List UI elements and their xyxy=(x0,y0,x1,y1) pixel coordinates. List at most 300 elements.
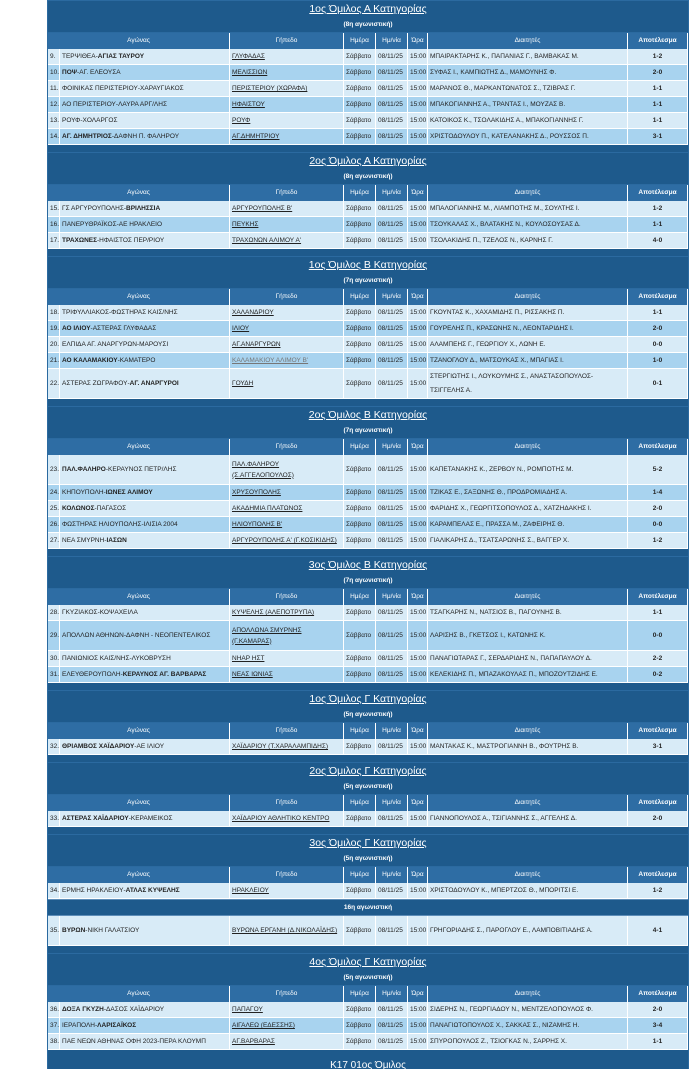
result-cell: 0-0 xyxy=(628,517,688,533)
referees-cell: ΤΖΑΝΟΓΛΟΥ Δ., ΜΑΤΣΟΥΚΑΣ Χ., ΜΠΑΓΙΑΣ Ι. xyxy=(428,353,628,369)
date-cell: 08/11/25 xyxy=(376,883,408,899)
team-separator: - xyxy=(157,1038,160,1045)
referees-cell: ΑΛΑΜΠΕΗΣ Γ., ΓΕΩΡΓΙΟΥ Χ., ΛΩΝΗ Ε. xyxy=(428,337,628,353)
home-team: ΒΥΡΩΝ xyxy=(62,927,86,934)
header-referees: Διαιτητές xyxy=(428,867,628,883)
venue-cell xyxy=(230,1034,344,1050)
result-cell: 0-0 xyxy=(628,621,688,651)
result-cell: 2-0 xyxy=(628,501,688,517)
match-teams xyxy=(60,1018,230,1034)
header-time: Ώρα xyxy=(408,795,428,811)
away-team: ΦΩΣΤΗΡΑΣ ΚΑΙΣ/ΝΗΣ xyxy=(111,309,178,316)
table-row xyxy=(48,621,688,651)
result-cell: 4-0 xyxy=(628,233,688,249)
header-venue: Γήπεδο xyxy=(230,289,344,305)
away-team: ΚΕΡΑΥΝΟΣ ΑΓ. ΒΑΡΒΑΡΑΣ xyxy=(122,671,207,678)
date-cell: 08/11/25 xyxy=(376,517,408,533)
home-team: ΠΑΝΙΩΝΙΟΣ ΚΑΙΣ/ΝΗΣ xyxy=(62,655,130,662)
time-cell: 15:00 xyxy=(408,81,428,97)
header-venue: Γήπεδο xyxy=(230,439,344,455)
day-cell: Σάββατο xyxy=(344,81,376,97)
header-match: Αγώνας xyxy=(48,289,230,305)
away-team: ΚΟΨΑΧΕΙΛΑ xyxy=(99,609,138,616)
venue-cell xyxy=(230,321,344,337)
match-number: 25. xyxy=(48,501,60,517)
header-result: Αποτέλεσμα xyxy=(628,439,688,455)
referees-cell: ΛΑΡΙΣΗΣ Β., ΓΚΕΤΣΟΣ Ι., ΚΑΤΩΝΗΣ Κ. xyxy=(428,621,628,651)
home-team: ΓΣ ΑΡΓΥΡΟΥΠΟΛΗΣ xyxy=(62,205,124,212)
time-cell: 15:00 xyxy=(408,305,428,321)
match-teams xyxy=(60,533,230,549)
time-cell: 15:00 xyxy=(408,651,428,667)
referees-cell: ΤΣΑΓΚΑΡΗΣ Ν., ΝΑΤΣΙΟΣ Β., ΠΑΓΟΥΝΗΣ Β. xyxy=(428,605,628,621)
venue-link[interactable]: ΧΑΪΔΑΡΙΟΥ (Τ.ΧΑΡΑΛΑΜΠΙΔΗΣ) xyxy=(232,743,329,750)
venue-link[interactable]: ΑΚΑΔΗΜΙΑ ΠΛΑΤΩΝΟΣ xyxy=(232,505,303,512)
venue-cell xyxy=(230,49,344,65)
day-cell: Σάββατο xyxy=(344,201,376,217)
section-round: (8η αγωνιστική) xyxy=(48,17,688,33)
team-separator: - xyxy=(97,237,100,244)
match-number: 35. xyxy=(48,916,60,946)
header-time: Ώρα xyxy=(408,867,428,883)
referees-cell: ΜΠΑΛΟΓΙΑΝΝΗΣ Μ., ΛΙΑΜΠΟΤΗΣ Μ., ΣΟΥΛΤΗΣ Ι. xyxy=(428,201,628,217)
venue-link[interactable]: ΧΡΥΣΟΥΠΟΛΗΣ xyxy=(232,489,281,496)
section-gap xyxy=(48,1050,688,1057)
time-cell: 15:00 xyxy=(408,517,428,533)
day-cell: Σάββατο xyxy=(344,651,376,667)
header-result: Αποτέλεσμα xyxy=(628,867,688,883)
away-team: ΠΑΓΑΣΟΣ xyxy=(96,505,127,512)
venue-link[interactable]: ΡΟΥΦ xyxy=(232,117,251,124)
day-cell: Σάββατο xyxy=(344,883,376,899)
venue-link[interactable]: ΗΛΙΟΥΠΟΛΗΣ Β' xyxy=(232,521,283,528)
time-cell: 15:00 xyxy=(408,533,428,549)
match-teams xyxy=(60,605,230,621)
referees-cell: ΠΑΝΑΓΙΩΤΟΠΟΥΛΟΣ Χ., ΣΑΚΚΑΣ Σ., ΝΙΖΑΜΗΣ Η. xyxy=(428,1018,628,1034)
team-separator: - xyxy=(97,609,100,616)
date-cell: 08/11/25 xyxy=(376,321,408,337)
header-day: Ημέρα xyxy=(344,986,376,1002)
match-number: 21. xyxy=(48,353,60,369)
match-teams xyxy=(60,739,230,755)
venue-cell xyxy=(230,337,344,353)
header-match: Αγώνας xyxy=(48,795,230,811)
match-number: 22. xyxy=(48,369,60,399)
result-cell: 4-1 xyxy=(628,916,688,946)
time-cell: 15:00 xyxy=(408,1034,428,1050)
section-gap xyxy=(48,946,688,953)
date-cell: 08/11/25 xyxy=(376,65,408,81)
header-venue: Γήπεδο xyxy=(230,33,344,49)
day-cell: Σάββατο xyxy=(344,113,376,129)
away-team: ΔΑΣΟΣ ΧΑΪΔΑΡΙΟΥ xyxy=(106,1006,165,1013)
table-row xyxy=(48,501,688,517)
day-cell: Σάββατο xyxy=(344,233,376,249)
referees-cell: ΜΠΑΙΡΑΚΤΑΡΗΣ Κ., ΠΑΠΑΝΙΑΣ Γ., ΒΑΜΒΑΚΑΣ Μ. xyxy=(428,49,628,65)
away-team: ΚΑΜΑΤΕΡΟ xyxy=(119,357,156,364)
venue-link[interactable]: ΜΕΛΙΣΣΙΩΝ xyxy=(232,69,268,76)
away-team: ΑΕ ΙΛΙΟΥ xyxy=(136,743,165,750)
referees-cell: ΚΑΠΕΤΑΝΑΚΗΣ Κ., ΖΕΡΒΟΥ Ν., ΡΟΜΠΟΤΗΣ Μ. xyxy=(428,455,628,485)
home-team: ΠΑΛ.ΦΑΛΗΡΟ xyxy=(62,466,106,473)
referees-cell: ΣΥΦΑΣ Ι., ΚΑΜΠΙΩΤΗΣ Δ., ΜΑΜΟΥΝΗΣ Φ. xyxy=(428,65,628,81)
section-title[interactable]: 2ος Όμιλος Β Κατηγορίας xyxy=(48,406,688,423)
match-teams xyxy=(60,883,230,899)
venue-cell xyxy=(230,201,344,217)
header-venue: Γήπεδο xyxy=(230,795,344,811)
away-team: ΑΤΛΑΣ ΚΥΨΕΛΗΣ xyxy=(125,887,180,894)
match-number: 20. xyxy=(48,337,60,353)
home-team: ΑΠΟΛΛΩΝ ΑΘΗΝΩΝ xyxy=(62,632,124,639)
time-cell: 15:00 xyxy=(408,337,428,353)
referees-cell: ΣΠΥΡΟΠΟΥΛΟΣ Ζ., ΤΣΙΟΓΚΑΣ Ν., ΣΑΡΡΗΣ Χ. xyxy=(428,1034,628,1050)
home-team: ΑΣΤΕΡΑΣ ΧΑΪΔΑΡΙΟΥ xyxy=(62,815,129,822)
section-gap xyxy=(48,755,688,762)
referees-cell: ΓΡΗΓΟΡΙΑΔΗΣ Σ., ΠΑΡΟΓΛΟΥ Ε., ΛΑΜΠΟΒΙΤΙΑΔΗΣ Α. xyxy=(428,916,628,946)
section-gap xyxy=(48,683,688,690)
result-cell: 1-2 xyxy=(628,201,688,217)
header-day: Ημέρα xyxy=(344,439,376,455)
away-team: ΙΛΙΣΙΑ 2004 xyxy=(143,521,178,528)
venue-link[interactable]: ΤΡΑΧΩΝΩΝ ΑΛΙΜΟΥ Α' xyxy=(232,237,302,244)
venue-cell xyxy=(230,1018,344,1034)
venue-link[interactable]: ΑΡΓΥΡΟΥΠΟΛΗΣ Α' (Γ.ΚΟΣΙΚΙΔΗΣ) xyxy=(232,537,337,544)
home-team: ΤΡΑΧΩΝΕΣ xyxy=(62,237,97,244)
venue-cell xyxy=(230,811,344,827)
venue-link[interactable]: ΧΑΛΑΝΔΡΙΟΥ xyxy=(232,309,274,316)
result-cell: 1-1 xyxy=(628,1034,688,1050)
referees-cell: ΚΑΡΑΜΠΕΛΑΣ Ε., ΠΡΑΣΣΑ Μ., ΖΑΦΕΙΡΗΣ Θ. xyxy=(428,517,628,533)
match-number: 32. xyxy=(48,739,60,755)
section-round: (5η αγωνιστική) xyxy=(48,851,688,867)
date-cell: 08/11/25 xyxy=(376,201,408,217)
venue-cell xyxy=(230,667,344,683)
venue-link[interactable]: ΧΑΪΔΑΡΙΟΥ ΑΘΛΗΤΙΚΟ ΚΕΝΤΡΟ xyxy=(232,815,330,822)
result-cell: 2-0 xyxy=(628,321,688,337)
match-number: 31. xyxy=(48,667,60,683)
home-team: ΠΟΨ xyxy=(62,69,78,76)
header-venue: Γήπεδο xyxy=(230,723,344,739)
table-row xyxy=(48,667,688,683)
venue-link[interactable]: ΑΓ.ΔΗΜΗΤΡΙΟΥ xyxy=(232,133,280,140)
header-result: Αποτέλεσμα xyxy=(628,589,688,605)
day-cell: Σάββατο xyxy=(344,533,376,549)
away-team: ΚΕΡΑΥΝΟΣ ΠΕΤΡ/ΛΗΣ xyxy=(107,466,177,473)
result-cell: 1-1 xyxy=(628,81,688,97)
result-cell: 1-1 xyxy=(628,97,688,113)
venue-link[interactable]: ΑΙΓΑΛΕΩ (ΕΔΕΣΣΗΣ) xyxy=(232,1022,295,1029)
section-title[interactable]: 1ος Όμιλος Α Κατηγορίας xyxy=(48,0,688,17)
team-separator: - xyxy=(136,341,140,348)
referees-cell: ΤΣΟΛΑΚΙΔΗΣ Π., ΤΖΕΛΟΣ Ν., ΚΑΡΝΗΣ Γ. xyxy=(428,233,628,249)
match-number: 36. xyxy=(48,1002,60,1018)
time-cell: 15:00 xyxy=(408,321,428,337)
away-team: ΑΓ. ΕΛΕΟΥΣΑ xyxy=(79,69,121,76)
venue-cell xyxy=(230,305,344,321)
time-cell: 15:00 xyxy=(408,667,428,683)
venue-cell xyxy=(230,651,344,667)
venue-link[interactable]: ΑΓ.ΑΝΑΡΓΥΡΩΝ xyxy=(232,341,281,348)
table-row xyxy=(48,233,688,249)
venue-cell xyxy=(230,455,344,485)
venue-link[interactable]: ΑΡΓΥΡΟΥΠΟΛΗΣ Β' xyxy=(232,205,293,212)
day-cell: Σάββατο xyxy=(344,337,376,353)
header-referees: Διαιτητές xyxy=(428,439,628,455)
team-separator: - xyxy=(108,309,112,316)
match-teams xyxy=(60,217,230,233)
date-cell: 08/11/25 xyxy=(376,1018,408,1034)
result-cell: 2-0 xyxy=(628,811,688,827)
referees-cell: ΜΑΝΤΑΚΑΣ Κ., ΜΑΣΤΡΟΓΙΑΝΝΗ Β., ΦΟΥΤΡΗΣ Β. xyxy=(428,739,628,755)
match-number: 11. xyxy=(48,81,60,97)
away-team: ΜΑΡΟΥΣΙ xyxy=(139,341,169,348)
date-cell: 08/11/25 xyxy=(376,605,408,621)
venue-cell xyxy=(230,81,344,97)
section-title[interactable]: 3ος Όμιλος Γ Κατηγορίας xyxy=(48,834,688,851)
venue-cell xyxy=(230,485,344,501)
referees-cell: ΧΡΙΣΤΟΔΟΥΛΟΥ Π., ΚΑΤΕΛΑΝΑΚΗΣ Δ., ΡΟΥΣΣΟΣ Π. xyxy=(428,129,628,145)
header-day: Ημέρα xyxy=(344,867,376,883)
header-day: Ημέρα xyxy=(344,795,376,811)
header-time: Ώρα xyxy=(408,723,428,739)
match-teams xyxy=(60,916,230,946)
time-cell: 15:00 xyxy=(408,49,428,65)
match-number: 37. xyxy=(48,1018,60,1034)
header-date: Ημ/νία xyxy=(376,439,408,455)
team-separator: - xyxy=(128,815,131,822)
venue-link[interactable]: ΓΛΥΦΑΔΑΣ xyxy=(232,53,265,60)
venue-link[interactable]: ΗΡΑΚΛΕΙΟΥ xyxy=(232,887,269,894)
section-title[interactable]: 3ος Όμιλος Β Κατηγορίας xyxy=(48,556,688,573)
table-row xyxy=(48,517,688,533)
away-team: ΠΕΡΑ ΚΛΟΥΜΠ xyxy=(159,1038,206,1045)
home-team: ΔΟΞΑ ΓΚΥΖΗ xyxy=(62,1006,104,1013)
day-cell: Σάββατο xyxy=(344,49,376,65)
venue-cell xyxy=(230,65,344,81)
table-header-row xyxy=(48,439,688,455)
home-team: ΚΟΛΩΝΟΣ xyxy=(62,505,95,512)
table-header-row xyxy=(48,723,688,739)
home-team: ΕΛΠΙΔΑ ΑΓ. ΑΝΑΡΓΥΡΩΝ xyxy=(62,341,137,348)
table-row xyxy=(48,883,688,899)
date-cell: 08/11/25 xyxy=(376,1002,408,1018)
referees-cell: ΚΑΤΟΙΚΟΣ Κ., ΤΣΟΛΑΚΙΔΗΣ Α., ΜΠΑΚΟΓΙΑΝΝΗΣ Γ. xyxy=(428,113,628,129)
header-result: Αποτέλεσμα xyxy=(628,185,688,201)
day-cell: Σάββατο xyxy=(344,353,376,369)
section-round: (8η αγωνιστική) xyxy=(48,169,688,185)
referees-cell: ΧΡΙΣΤΟΔΟΥΛΟΥ Κ., ΜΠΕΡΤΖΟΣ Θ., ΜΠΟΡΙΤΣΙ Ε. xyxy=(428,883,628,899)
section-title[interactable]: 2ος Όμιλος Α Κατηγορίας xyxy=(48,152,688,169)
table-header-row xyxy=(48,289,688,305)
venue-link[interactable]: ΝΗΑΡ ΗΣΤ xyxy=(232,655,265,662)
result-cell: 1-4 xyxy=(628,485,688,501)
header-time: Ώρα xyxy=(408,185,428,201)
away-team: ΧΟΛΑΡΓΟΣ xyxy=(82,117,118,124)
venue-cell xyxy=(230,501,344,517)
table-row xyxy=(48,651,688,667)
time-cell: 15:00 xyxy=(408,1002,428,1018)
header-date: Ημ/νία xyxy=(376,986,408,1002)
match-teams xyxy=(60,97,230,113)
venue-link[interactable]: ΗΦΑΙΣΤΟΥ xyxy=(232,101,265,108)
time-cell: 15:00 xyxy=(408,65,428,81)
match-number: 14. xyxy=(48,129,60,145)
team-separator: - xyxy=(94,505,97,512)
venue-link[interactable]: ΝΕΑΣ ΙΩΝΙΑΣ xyxy=(232,671,273,678)
day-cell: Σάββατο xyxy=(344,455,376,485)
match-teams xyxy=(60,455,230,485)
header-venue: Γήπεδο xyxy=(230,589,344,605)
team-separator: - xyxy=(116,221,119,228)
time-cell: 15:00 xyxy=(408,621,428,651)
match-teams xyxy=(60,321,230,337)
venue-cell xyxy=(230,517,344,533)
table-header-row xyxy=(48,185,688,201)
team-separator: - xyxy=(117,357,120,364)
match-teams xyxy=(60,49,230,65)
header-referees: Διαιτητές xyxy=(428,185,628,201)
match-number: 29. xyxy=(48,621,60,651)
date-cell: 08/11/25 xyxy=(376,651,408,667)
header-date: Ημ/νία xyxy=(376,795,408,811)
home-team: ΓΚΥΖΙΑΚΟΣ xyxy=(62,609,98,616)
header-match: Αγώνας xyxy=(48,986,230,1002)
venue-link[interactable]: ΓΟΥΔΗ xyxy=(232,380,254,387)
table-row xyxy=(48,81,688,97)
table-row xyxy=(48,533,688,549)
section-gap xyxy=(48,399,688,406)
section-title[interactable]: 2ος Όμιλος Γ Κατηγορίας xyxy=(48,762,688,779)
team-separator: - xyxy=(104,537,107,544)
venue-cell xyxy=(230,217,344,233)
section-title[interactable]: 1ος Όμιλος Γ Κατηγορίας xyxy=(48,690,688,707)
result-cell: 2-0 xyxy=(628,1002,688,1018)
venue-cell xyxy=(230,605,344,621)
section-gap xyxy=(48,827,688,834)
time-cell: 15:00 xyxy=(408,1018,428,1034)
date-cell: 08/11/25 xyxy=(376,113,408,129)
header-referees: Διαιτητές xyxy=(428,33,628,49)
date-cell: 08/11/25 xyxy=(376,337,408,353)
header-referees: Διαιτητές xyxy=(428,795,628,811)
match-number: 24. xyxy=(48,485,60,501)
venue-link[interactable]: ΠΕΡΙΣΤΕΡΙΟΥ (ΧΩΡΑΦΑ) xyxy=(232,85,308,92)
match-teams xyxy=(60,305,230,321)
match-number: 9. xyxy=(48,49,60,65)
venue-link[interactable]: ΚΑΛΑΜΑΚΙΟΥ ΑΛΙΜΟΥ Β' xyxy=(232,357,309,364)
venue-link[interactable]: ΙΛΙΟΥ xyxy=(232,325,250,332)
table-row xyxy=(48,811,688,827)
home-team: ΑΣΤΕΡΑΣ ΖΩΓΡΑΦΟΥ xyxy=(62,380,128,387)
away-team: ΑΣΤΕΡΑΣ ΓΛΥΦΑΔΑΣ xyxy=(92,325,157,332)
team-separator: - xyxy=(103,1006,107,1013)
date-cell: 08/11/25 xyxy=(376,217,408,233)
venue-link[interactable]: ΑΓ.ΒΑΡΒΑΡΑΣ xyxy=(232,1038,275,1045)
day-cell: Σάββατο xyxy=(344,621,376,651)
referees-cell: ΓΙΑΛΙΚΑΡΗΣ Δ., ΤΣΑΤΣΑΡΩΝΗΣ Σ., ΒΑΓΓΕΡ Χ. xyxy=(428,533,628,549)
referees-cell: ΜΑΡΑΝΟΣ Θ., ΜΑΡΚΑΝΤΩΝΑΤΟΣ Σ., ΤΖΙΒΡΑΣ Γ. xyxy=(428,81,628,97)
table-row xyxy=(48,49,688,65)
venue-link[interactable]: ΠΑΠΑΓΟΥ xyxy=(232,1006,263,1013)
date-cell: 08/11/25 xyxy=(376,353,408,369)
away-team: ΗΦΑΙΣΤΟΣ ΠΕΡ/ΡΙΟΥ xyxy=(99,237,165,244)
header-time: Ώρα xyxy=(408,986,428,1002)
match-number: 33. xyxy=(48,811,60,827)
header-day: Ημέρα xyxy=(344,723,376,739)
date-cell: 08/11/25 xyxy=(376,621,408,651)
day-cell: Σάββατο xyxy=(344,916,376,946)
venue-link[interactable]: ΑΠΟΛΛΩΝΑ ΣΜΥΡΝΗΣ (Γ.ΚΑΜΑΡΑΣ) xyxy=(232,626,302,645)
time-cell: 15:00 xyxy=(408,217,428,233)
match-teams xyxy=(60,337,230,353)
section-title[interactable]: 4ος Όμιλος Γ Κατηγορίας xyxy=(48,953,688,970)
header-venue: Γήπεδο xyxy=(230,185,344,201)
section-gap xyxy=(48,145,688,152)
venue-link[interactable]: ΠΕΥΚΗΣ xyxy=(232,221,259,228)
referees-cell: ΜΠΑΚΟΓΙΑΝΝΗΣ Α., ΤΡΑΝΤΑΣ Ι., ΜΟΥΖΑΣ Β. xyxy=(428,97,628,113)
home-team: ΑΟ ΙΛΙΟΥ xyxy=(62,325,91,332)
table-row xyxy=(48,113,688,129)
footer-section-title[interactable]: Κ17 01ος Όμιλος xyxy=(48,1057,688,1069)
match-teams xyxy=(60,369,230,399)
team-separator: - xyxy=(123,632,127,639)
header-time: Ώρα xyxy=(408,589,428,605)
venue-link[interactable]: ΚΥΨΕΛΗΣ (ΑΛΕΠΟΤΡΥΠΑ) xyxy=(232,609,315,616)
results-table xyxy=(47,0,689,1069)
match-number: 27. xyxy=(48,533,60,549)
team-separator: - xyxy=(95,1022,98,1029)
venue-cell xyxy=(230,916,344,946)
header-result: Αποτέλεσμα xyxy=(628,33,688,49)
header-venue: Γήπεδο xyxy=(230,867,344,883)
time-cell: 15:00 xyxy=(408,605,428,621)
team-separator: - xyxy=(123,887,126,894)
day-cell: Σάββατο xyxy=(344,305,376,321)
match-teams xyxy=(60,667,230,683)
section-title[interactable]: 1ος Όμιλος Β Κατηγορίας xyxy=(48,256,688,273)
day-cell: Σάββατο xyxy=(344,1018,376,1034)
time-cell: 15:00 xyxy=(408,739,428,755)
match-number: 15. xyxy=(48,201,60,217)
home-team: ΡΟΥΦ xyxy=(62,117,81,124)
away-team: ΙΩΝΕΣ ΑΛΙΜΟΥ xyxy=(105,489,153,496)
team-separator: - xyxy=(105,466,108,473)
venue-link[interactable]: ΒΥΡΩΝΑ ΕΡΓΑΝΗ (Δ.ΝΙΚΟΛΑΪΔΗΣ) xyxy=(232,927,338,934)
home-team: ΑΓ. ΔΗΜΗΤΡΙΟΣ xyxy=(62,133,112,140)
match-teams xyxy=(60,517,230,533)
header-date: Ημ/νία xyxy=(376,723,408,739)
home-team: ΑΟ ΠΕΡΙΣΤΕΡΙΟΥ xyxy=(62,101,116,108)
day-cell: Σάββατο xyxy=(344,217,376,233)
team-separator: - xyxy=(120,671,123,678)
match-teams xyxy=(60,1034,230,1050)
time-cell: 15:00 xyxy=(408,916,428,946)
venue-cell xyxy=(230,113,344,129)
home-team: ΦΟΙΝΙΚΑΣ ΠΕΡΙΣΤΕΡΙΟΥ xyxy=(62,85,138,92)
result-cell: 0-2 xyxy=(628,667,688,683)
header-match: Αγώνας xyxy=(48,589,230,605)
referees-cell: ΦΑΡΙΔΗΣ Χ., ΓΕΩΡΓΙΤΣΟΠΟΥΛΟΣ Δ., ΧΑΤΖΗΔΑΚΗΣ Ι. xyxy=(428,501,628,517)
home-team: ΚΗΠΟΥΠΟΛΗ xyxy=(62,489,104,496)
result-cell: 2-2 xyxy=(628,651,688,667)
venue-link[interactable]: ΠΑΛ.ΦΑΛΗΡΟΥ (Σ.ΑΓΓΕΛΟΠΟΥΛΟΣ) xyxy=(232,460,294,479)
time-cell: 15:00 xyxy=(408,811,428,827)
date-cell: 08/11/25 xyxy=(376,81,408,97)
table-row xyxy=(48,65,688,81)
venue-cell xyxy=(230,233,344,249)
result-cell: 1-1 xyxy=(628,113,688,129)
time-cell: 15:00 xyxy=(408,369,428,399)
